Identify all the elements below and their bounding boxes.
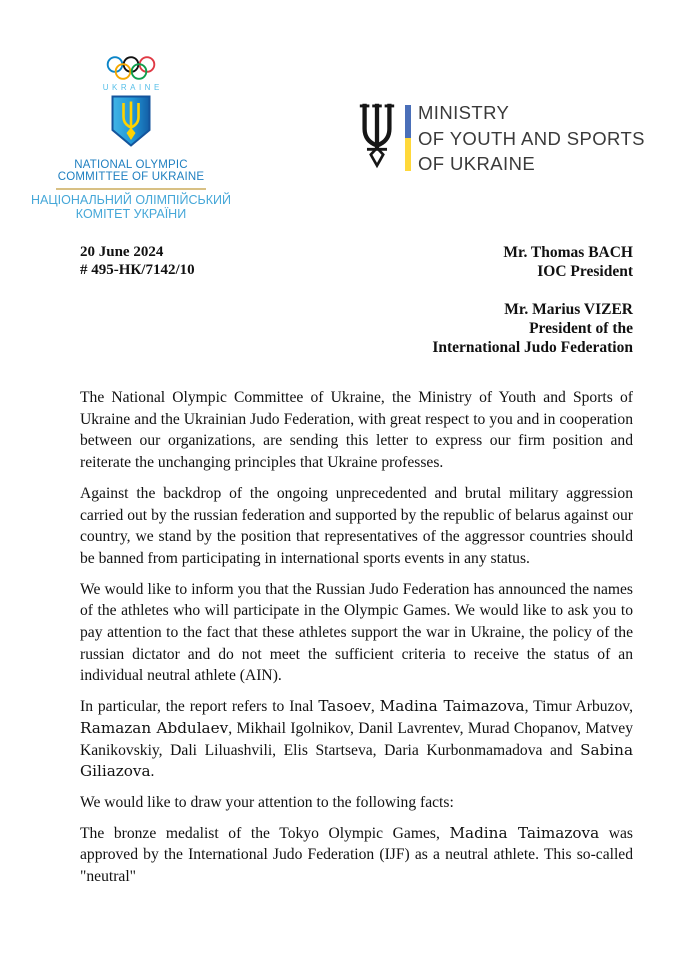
recipient-line: President of the bbox=[529, 320, 633, 337]
paragraph bbox=[80, 696, 633, 783]
athlete-name-highlight: Madina Taimazova bbox=[449, 823, 600, 842]
paragraph-text: The bronze medalist of the Tokyo Olympic Games, bbox=[80, 824, 450, 842]
flag-bar-yellow bbox=[405, 138, 411, 171]
recipient-line: Mr. Marius VIZER bbox=[504, 301, 633, 318]
paragraph bbox=[80, 823, 633, 888]
recipients-block bbox=[432, 243, 633, 357]
athlete-name-highlight: Sabina Giliazova bbox=[80, 740, 633, 781]
athlete-name-highlight: Tasoev bbox=[318, 697, 371, 716]
letter-reference-number: # 495-НК/7142/10 bbox=[80, 262, 195, 278]
recipient-line: Mr. Thomas BACH bbox=[503, 244, 633, 261]
noc-divider-line bbox=[56, 188, 206, 190]
paragraph-text: , Timur Arbuzov, bbox=[524, 698, 633, 716]
paragraph-text: In particular, the report refers to Inal bbox=[80, 698, 319, 716]
ministry-logo bbox=[356, 100, 645, 177]
paragraph bbox=[80, 579, 633, 688]
paragraph-text: was approved by the International Judo Federation (IJF) as a neutral athlete. This so-called "neutral" bbox=[80, 824, 633, 886]
recipient-gap bbox=[432, 281, 633, 300]
recipient-line: IOC President bbox=[537, 263, 633, 280]
noc-name-uk-line2: КОМІТЕТ УКРАЇНИ bbox=[75, 206, 187, 221]
ministry-trident-icon bbox=[356, 102, 398, 175]
date-reference-block bbox=[80, 243, 195, 279]
noc-name-en-line1: NATIONAL OLYMPIC bbox=[74, 159, 188, 171]
noc-name-uk-line1: НАЦІОНАЛЬНИЙ ОЛІМПІЙСЬКИЙ bbox=[31, 193, 231, 207]
ministry-name-line2: OF YOUTH AND SPORTS bbox=[418, 127, 645, 149]
paragraph bbox=[80, 792, 633, 814]
recipient-line: International Judo Federation bbox=[432, 339, 633, 356]
flag-bar-icon bbox=[405, 105, 411, 171]
paragraph bbox=[80, 483, 633, 570]
paragraph-text: Against the backdrop of the ongoing unprecedented and brutal military aggression carried out by the russian federation and supported by the republic of belarus against our country, we stand by the position that representatives of the aggressor countries should be banned from participating in international sports events in any status. bbox=[80, 484, 633, 567]
noc-name-english bbox=[31, 159, 231, 183]
paragraph-text: . bbox=[150, 763, 155, 781]
flag-bar-blue bbox=[405, 105, 411, 138]
paragraph-text: The National Olympic Committee of Ukraine, the Ministry of Youth and Sports of Ukraine and the Ukrainian Judo Federation, with great respect to you and in cooperation between our organizations, are sending this letter to express our firm position and reiterate the unchanging principles that Ukraine professes. bbox=[80, 389, 633, 472]
ministry-name bbox=[418, 100, 645, 177]
noc-name-en-line2: COMMITTEE OF UKRAINE bbox=[57, 171, 205, 183]
ministry-name-line1: MINISTRY bbox=[418, 102, 510, 123]
paragraph-text: We would like to inform you that the Russian Judo Federation has announced the names of the athletes who will participate in the Olympic Games. We would like to ask you to pay attention to the fact that these athletes support the war in Ukraine, the policy of the russian dictator and do not meet the sufficient criteria to receive the status of an individual neutral athlete (AIN). bbox=[80, 580, 633, 685]
noc-name-ukrainian bbox=[31, 194, 231, 221]
athlete-name-highlight: Madina Taimazova bbox=[379, 697, 525, 716]
paragraph-text: , Mikhail Igolnikov, Danil Lavrentev, Murad Chopanov, Matvey Kanikovskiy, Dali Liluashvili, Elis Startseva, Daria Kurbonmamadova and bbox=[80, 719, 633, 759]
paragraph-text: , bbox=[370, 698, 380, 716]
olympic-rings-icon bbox=[31, 55, 231, 82]
paragraph-text: We would like to draw your attention to the following facts: bbox=[80, 793, 454, 811]
athlete-name-highlight: Ramazan Abdulaev bbox=[80, 718, 229, 737]
ministry-name-line3: OF UKRAINE bbox=[418, 153, 536, 174]
letter-date: 20 June 2024 bbox=[80, 244, 164, 260]
noc-rings-label: UKRAINE bbox=[102, 83, 163, 92]
letter-body bbox=[80, 387, 633, 897]
noc-ukraine-logo bbox=[31, 55, 231, 221]
noc-trident-shield-icon bbox=[31, 95, 231, 152]
paragraph bbox=[80, 387, 633, 474]
